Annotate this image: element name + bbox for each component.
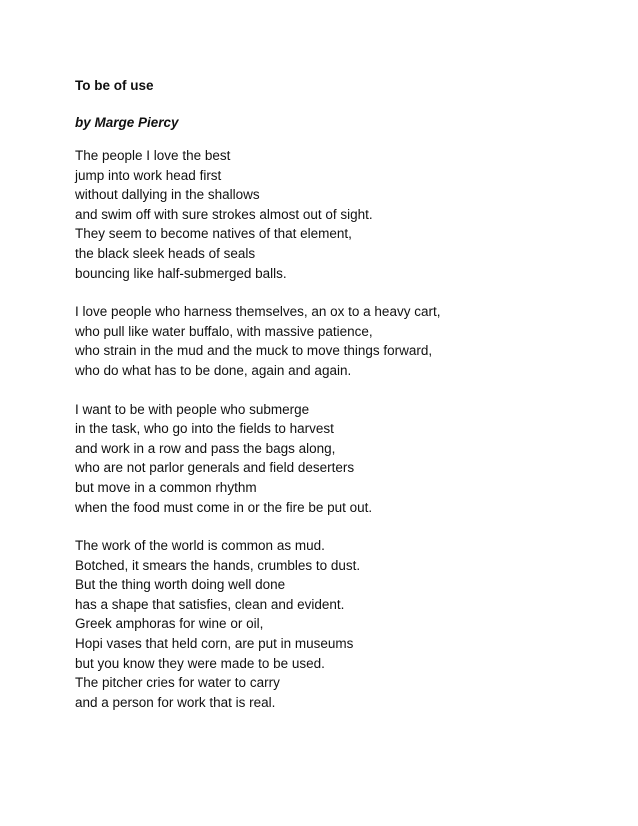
- poem-line: But the thing worth doing well done: [75, 577, 286, 593]
- poem-line: but you know they were made to be used.: [75, 655, 325, 671]
- poem-line: They seem to become natives of that element,: [75, 226, 352, 242]
- poem-line: in the task, who go into the fields to harvest: [75, 421, 334, 437]
- poem-line: who pull like water buffalo, with massive patience,: [75, 323, 373, 339]
- poem-line: I want to be with people who submerge: [75, 401, 310, 417]
- poem-line: bouncing like half-submerged balls.: [75, 265, 287, 281]
- poem-line: who do what has to be done, again and again.: [75, 362, 352, 378]
- poem-line: The people I love the best: [75, 148, 231, 163]
- poem: [75, 76, 595, 712]
- poem-line: The pitcher cries for water to carry: [75, 675, 280, 691]
- poem-line: Greek amphoras for wine or oil,: [75, 616, 264, 632]
- stanza-3: [75, 400, 595, 518]
- poem-line: without dallying in the shallows: [75, 187, 260, 203]
- poem-line: the black sleek heads of seals: [75, 245, 256, 261]
- stanza-4: [75, 536, 595, 712]
- poem-line: who are not parlor generals and field deserters: [75, 460, 355, 476]
- poem-line: has a shape that satisfies, clean and evident.: [75, 596, 345, 612]
- poem-title: To be of use: [75, 78, 154, 93]
- poem-line: when the food must come in or the fire be put out.: [75, 499, 373, 515]
- poem-line: who strain in the mud and the muck to move things forward,: [75, 343, 433, 359]
- stanza-2: [75, 302, 595, 380]
- poem-line: The work of the world is common as mud.: [75, 538, 325, 554]
- poem-line: and swim off with sure strokes almost out of sight.: [75, 206, 373, 222]
- poem-line: and a person for work that is real.: [75, 694, 276, 710]
- poem-line: jump into work head first: [75, 167, 222, 183]
- poem-line: Hopi vases that held corn, are put in museums: [75, 636, 354, 652]
- poem-line: Botched, it smears the hands, crumbles to dust.: [75, 557, 361, 573]
- poem-line: and work in a row and pass the bags along,: [75, 440, 336, 456]
- poem-byline: by Marge Piercy: [75, 115, 179, 130]
- poem-line: I love people who harness themselves, an ox to a heavy cart,: [75, 304, 441, 320]
- stanza-1: [75, 146, 595, 283]
- poem-line: but move in a common rhythm: [75, 479, 257, 495]
